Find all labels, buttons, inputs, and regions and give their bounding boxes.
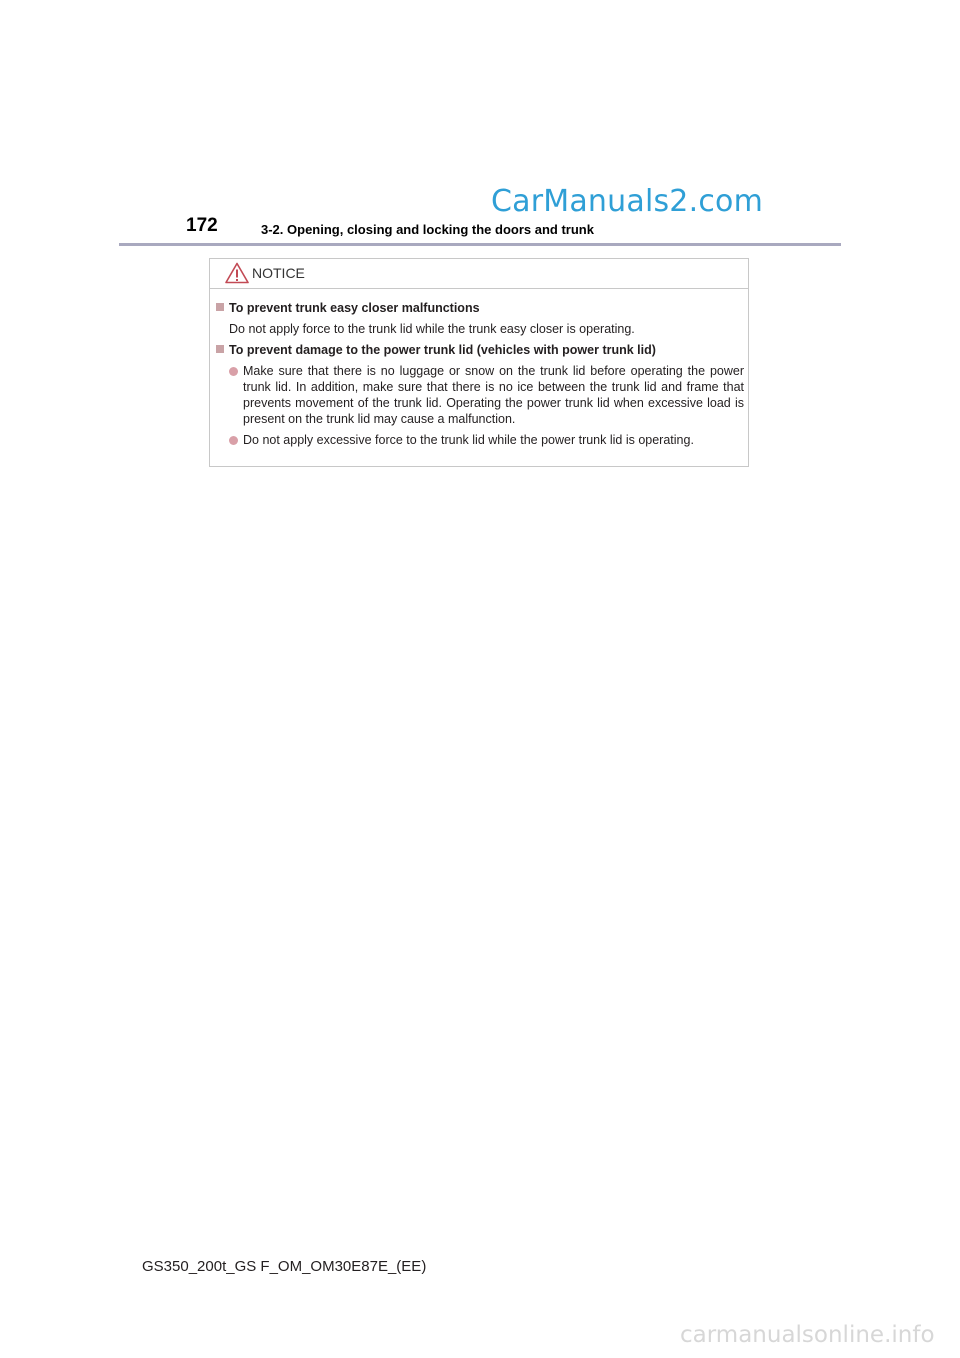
- square-bullet-icon: [216, 303, 224, 311]
- round-bullet-icon: [229, 436, 238, 445]
- section-text: Do not apply force to the trunk lid while the trunk easy closer is operating.: [229, 322, 635, 336]
- notice-title: NOTICE: [252, 265, 305, 281]
- notice-box: [209, 258, 749, 467]
- notice-body: [210, 300, 750, 448]
- square-bullet-icon: [216, 345, 224, 353]
- section-title: 3-2. Opening, closing and locking the doors and trunk: [261, 222, 594, 237]
- header-rule: [119, 243, 841, 246]
- bullet-item: [210, 363, 750, 427]
- bullet-item: [210, 432, 750, 448]
- document-code-footer: GS350_200t_GS F_OM_OM30E87E_(EE): [142, 1258, 427, 1275]
- watermark-logo-bottom: carmanualsonline.info: [680, 1322, 935, 1348]
- round-bullet-icon: [229, 367, 238, 376]
- watermark-logo-top: CarManuals2.com: [491, 184, 764, 219]
- notice-section-power-trunk: [210, 342, 744, 358]
- section-heading: To prevent trunk easy closer malfunctions: [229, 301, 480, 315]
- page-number: 172: [186, 215, 218, 236]
- section-heading: To prevent damage to the power trunk lid (vehicles with power trunk lid): [229, 343, 656, 357]
- warning-triangle-icon: [225, 262, 249, 284]
- notice-header: [210, 259, 748, 289]
- bullet-text: Do not apply excessive force to the trunk lid while the power trunk lid is operating.: [243, 433, 694, 447]
- bullet-text: Make sure that there is no luggage or snow on the trunk lid before operating the power trunk lid. In addition, make sure that there is no ice between the trunk lid and frame that prevents movement of the trunk lid. Operating the power trunk lid when excessive load is present on the trunk lid may cause a malfunction.: [243, 364, 744, 426]
- notice-section-easy-closer: [210, 300, 744, 337]
